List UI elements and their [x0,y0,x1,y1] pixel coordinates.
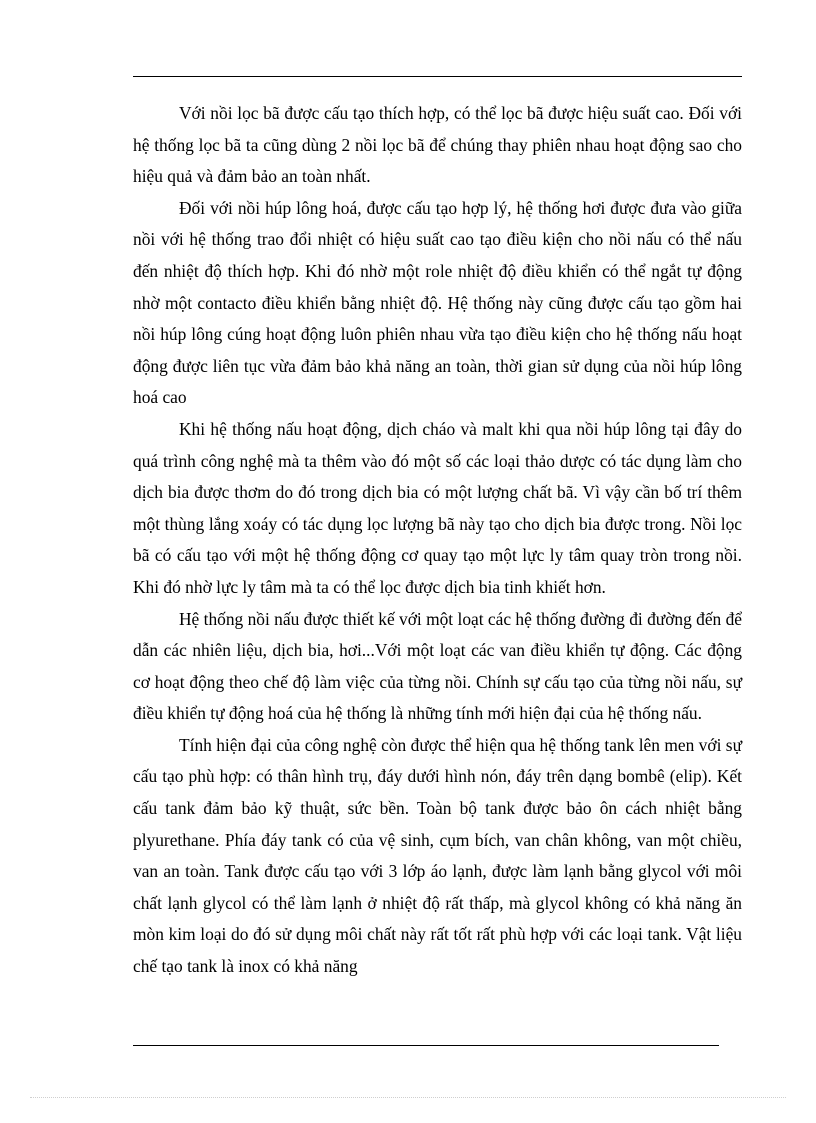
paragraph-whirlpool: Khi hệ thống nấu hoạt động, dịch cháo và malt khi qua nồi húp lông tại đây do quá trình công nghệ mà ta thêm vào đó một số các loại thảo dược có tác dụng làm cho dịch bia được thơm do đó trong dịch bia có một lượng chất bã. Vì vậy cần bố trí thêm một thùng lắng xoáy có tác dụng lọc lượng bã này tạo cho dịch bia được trong. Nồi lọc bã có cấu tạo với một hệ thống động cơ quay tạo một lực ly tâm quay tròn trong nồi. Khi đó nhờ lực ly tâm mà ta có thể lọc được dịch bia tinh khiết hơn. [133,418,742,597]
paragraph-wort-kettle: Đối với nồi húp lông hoá, được cấu tạo hợp lý, hệ thống hơi được đưa vào giữa nồi với hệ thống trao đổi nhiệt có hiệu suất cao tạo điều kiện cho nồi nấu có thể nấu đến nhiệt độ thích hợp. Khi đó nhờ một role nhiệt độ điều khiển có thể ngắt tự động nhờ một contacto điều khiển bằng nhiệt độ. Hệ thống này cũng được cấu tạo gồm hai nồi húp lông cúng hoạt động luôn phiên nhau vừa tạo điều kiện cho hệ thống nấu hoạt động được liên tục vừa đảm bảo khả năng an toàn, thời gian sử dụng của nồi húp lông hoá cao [133,197,742,408]
page-body [133,98,742,983]
header-rule [133,76,742,77]
paragraph-lauter-tun: Với nồi lọc bã được cấu tạo thích hợp, có thể lọc bã được hiệu suất cao. Đối với hệ thống lọc bã ta cũng dùng 2 nồi lọc bã để chúng thay phiên nhau hoạt động sao cho hiệu quả và đảm bảo an toàn nhất. [133,103,742,187]
paragraph-fermentation-tank: Tính hiện đại của công nghệ còn được thể hiện qua hệ thống tank lên men với sự cấu tạo phù hợp: có thân hình trụ, đáy dưới hình nón, đáy trên dạng bombê (elip). Kết cấu tank đảm bảo kỹ thuật, sức bền. Toàn bộ tank được bảo ôn cách nhiệt bằng plyurethane. Phía đáy tank có của vệ sinh, cụm bích, van chân không, van một chiều, van an toàn. Tank được cấu tạo với 3 lớp áo lạnh, được làm lạnh bằng glycol với môi chất lạnh glycol có thể làm lạnh ở nhiệt độ rất thấp, mà glycol không có khả năng ăn mòn kim loại do đó sử dụng môi chất này rất tốt rất phù hợp với các loại tank. Vật liệu chế tạo tank là inox có khả năng [133,734,742,977]
footer-rule [133,1045,719,1046]
paragraph-brewhouse-system: Hệ thống nồi nấu được thiết kế với một loạt các hệ thống đường đi đường đến để dẫn các nhiên liệu, dịch bia, hơi...Với một loạt các van điều khiển tự động. Các động cơ hoạt động theo chế độ làm việc của từng nồi. Chính sự cấu tạo của từng nồi nấu, sự điều khiển tự động hoá của hệ thống là những tính mới hiện đại của hệ thống nấu. [133,608,742,724]
page-edge-divider [30,1097,786,1098]
